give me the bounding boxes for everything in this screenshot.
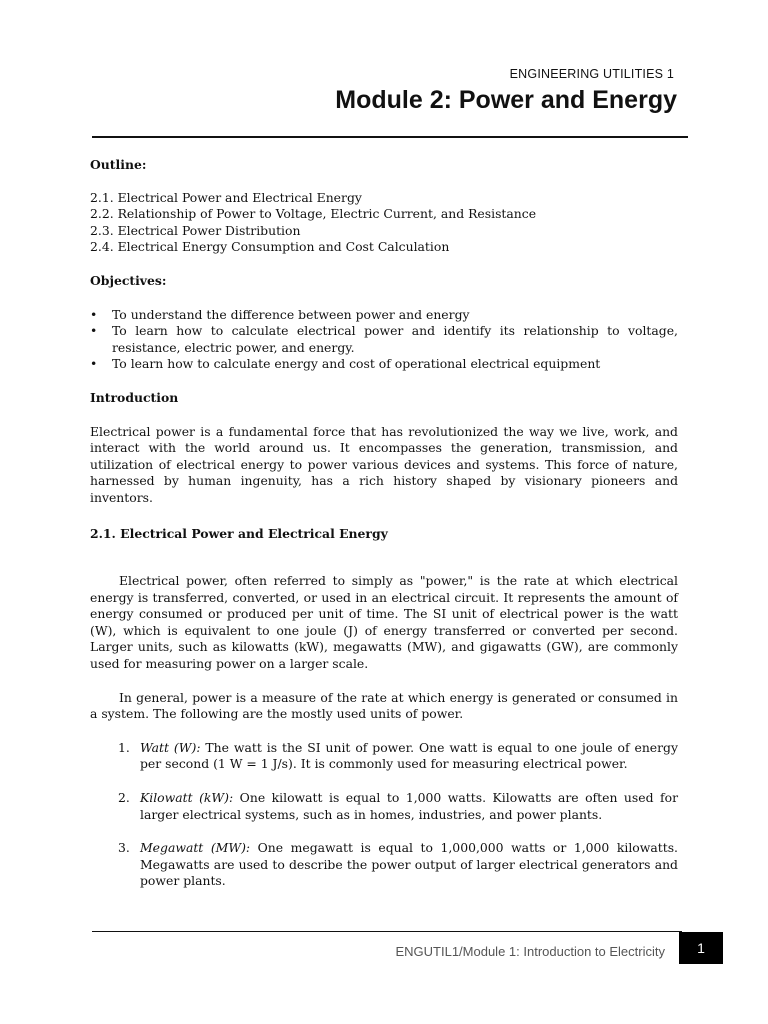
outline-heading: Outline:: [90, 157, 147, 172]
unit-description: One megawatt is equal to 1,000,000 watts or 1,000 kilowatts. Megawatts are used to describe the power output of larger electrical generators and power plants.: [140, 840, 678, 889]
outline-item: 2.1. Electrical Power and Electrical Energy: [90, 189, 362, 205]
section-paragraph: Electrical power, often referred to simply as "power," is the rate at which electrical energy is transferred, converted, or used in an electrical circuit. It represents the amount of energy consumed or produced per unit of time. The SI unit of electrical power is the watt (W), which is equivalent to one joule (J) of energy transferred or converted per second. Larger units, such as kilowatts (kW), megawatts (MW), and gigawatts (GW), are commonly used for measuring power on a larger scale.: [90, 573, 678, 672]
unit-term: Watt (W):: [140, 739, 201, 755]
outline-item: 2.3. Electrical Power Distribution: [90, 222, 301, 238]
objectives-list: [90, 307, 678, 373]
introduction-paragraph: Electrical power is a fundamental force that has revolutionized the way we live, work, and interact with the world around us. It encompasses the generation, transmission, and utilization of electrical energy to power various devices and systems. This force of nature, harnessed by human ingenuity, has a rich history shaped by visionary pioneers and inventors.: [90, 423, 678, 505]
unit-term: Megawatt (MW):: [140, 840, 251, 856]
page-title: Module 2: Power and Energy: [335, 86, 677, 114]
section-paragraph: In general, power is a measure of the rate at which energy is generated or consumed in a system. The following are the mostly used units of power.: [90, 689, 678, 722]
course-label: ENGINEERING UTILITIES 1: [509, 67, 674, 81]
list-item: [90, 840, 678, 890]
list-item: [90, 740, 678, 773]
page-number: 1: [679, 932, 723, 964]
outline-list: [90, 190, 678, 256]
unit-term: Kilowatt (kW):: [140, 790, 234, 806]
list-number: 1.: [118, 739, 130, 755]
introduction-heading: Introduction: [90, 389, 179, 405]
section-heading: 2.1. Electrical Power and Electrical Energy: [90, 525, 388, 541]
footer-text: ENGUTIL1/Module 1: Introduction to Electricity: [395, 944, 665, 959]
footer-rule: [92, 931, 682, 932]
document-body: [90, 157, 678, 890]
objective-item: • To understand the difference between power and energy: [90, 307, 678, 324]
objective-item: • To learn how to calculate energy and cost of operational electrical equipment: [90, 356, 678, 373]
outline-item: 2.4. Electrical Energy Consumption and Cost Calculation: [90, 239, 450, 255]
list-item: [90, 790, 678, 823]
power-units-list: [90, 740, 678, 890]
outline-item: 2.2. Relationship of Power to Voltage, Electric Current, and Resistance: [90, 206, 537, 222]
list-number: 2.: [118, 790, 130, 806]
unit-description: The watt is the SI unit of power. One watt is equal to one joule of energy per second (1 W = 1 J/s). It is commonly used for measuring electrical power.: [140, 739, 678, 772]
list-spacer: [90, 773, 678, 790]
unit-description: One kilowatt is equal to 1,000 watts. Kilowatts are often used for larger electrical systems, such as in homes, industries, and power plants.: [140, 790, 678, 822]
objective-item: • To learn how to calculate electrical power and identify its relationship to voltage, resistance, electric power, and energy.: [90, 323, 678, 356]
header-rule: [92, 136, 688, 138]
list-spacer: [90, 823, 678, 840]
list-number: 3.: [118, 840, 130, 856]
objectives-heading: Objectives:: [90, 272, 167, 288]
